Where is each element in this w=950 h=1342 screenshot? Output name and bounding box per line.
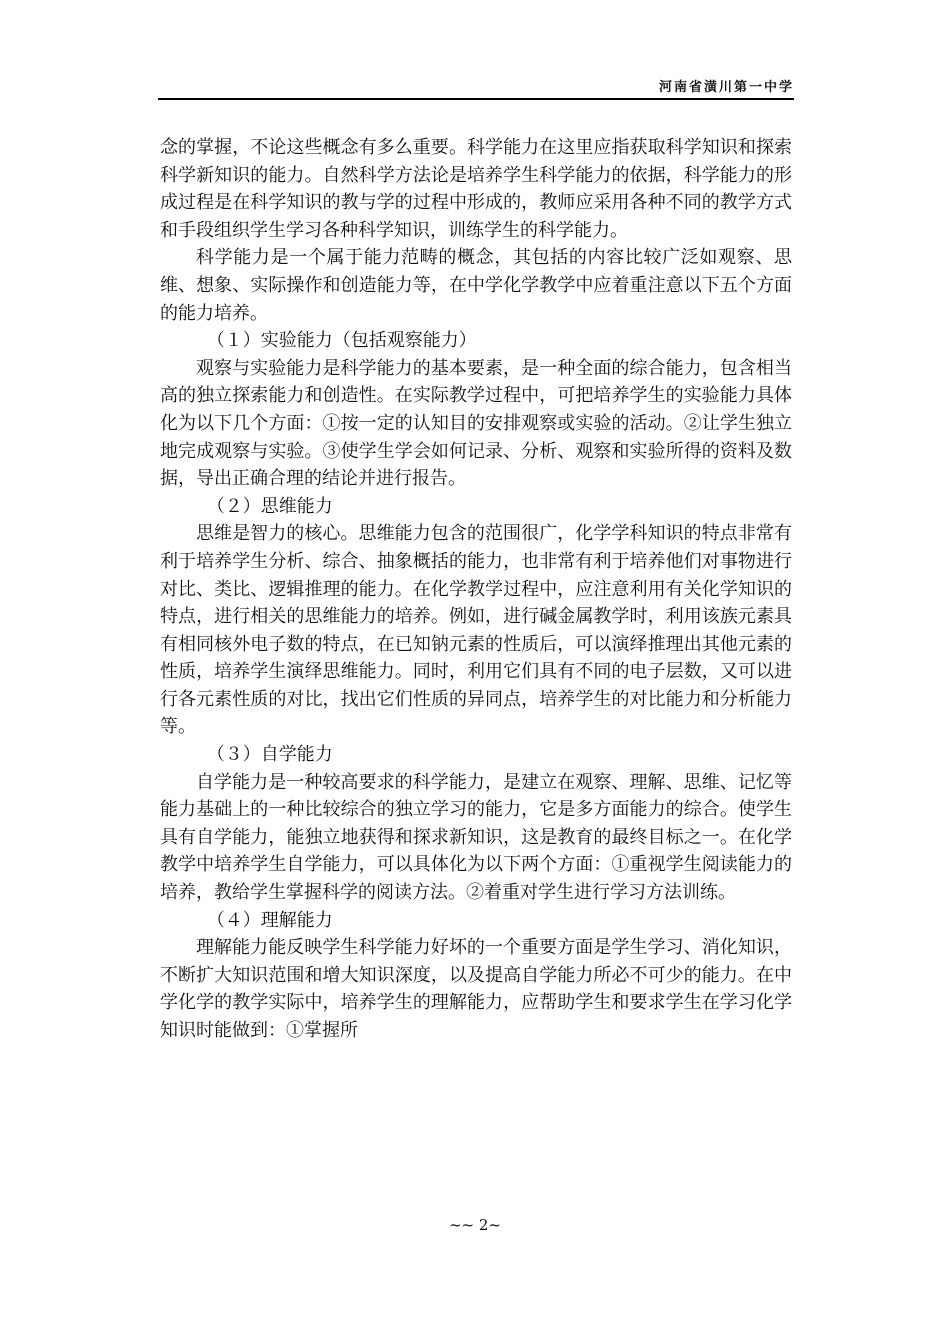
paragraph-thinking: 思维是智力的核心。思维能力包含的范围很广，化学学科知识的特点非常有利于培养学生分析、综合、抽象概括的能力，也非常有利于培养他们对事物进行对比、类比、逻辑推理的能力。在化学教学过程中，应注意利用有关化学知识的特点，进行相关的思维能力的培养。例如，进行碱金属教学时，利用该族元素具有相同核外电子数的特点，在已知钠元素的性质后，可以演绎推理出其他元素的性质，培养学生演绎思维能力。同时，利用它们具有不同的电子层数，又可以进行各元素性质的对比，找出它们性质的异同点，培养学生的对比能力和分析能力等。	[160, 523, 792, 738]
paragraph-experiment: 观察与实验能力是科学能力的基本要素，是一种全面的综合能力，包含相当高的独立探索能力和创造性。在实际教学过程中，可把培养学生的实验能力具体化为以下几个方面：①按一定的认知目的安排观察或实验的活动。②让学生独立地完成观察与实验。③使学生学会如何记录、分析、观察和实验所得的资料及数据，导出正确合理的结论并进行报告。	[160, 357, 792, 490]
page-number: ~~ 2~	[448, 1216, 502, 1234]
header-school-name: 河南省潢川第一中学	[658, 80, 794, 95]
section-heading-thinking: （２）思维能力	[206, 495, 333, 517]
paragraph-understanding: 理解能力能反映学生科学能力好坏的一个重要方面是学生学习、消化知识，不断扩大知识范围和增大知识深度，以及提高自学能力所必不可少的能力。在中学化学的教学实际中，培养学生的理解能力，应帮助学生和要求学生在学习化学知识时能做到：①掌握所	[160, 937, 792, 1041]
paragraph-self-study: 自学能力是一种较高要求的科学能力，是建立在观察、理解、思维、记忆等能力基础上的一种比较综合的独立学习的能力，它是多方面能力的综合。使学生具有自学能力，能独立地获得和探求新知识，这是教育的最终目标之一。在化学教学中培养学生自学能力，可以具体化为以下两个方面：①重视学生阅读能力的培养，教给学生掌握科学的阅读方法。②着重对学生进行学习方法训练。	[160, 771, 792, 904]
paragraph-science-ability: 科学能力是一个属于能力范畴的概念，其包括的内容比较广泛如观察、思维、想象、实际操作和创造能力等，在中学化学教学中应着重注意以下五个方面的能力培养。	[160, 247, 792, 324]
section-heading-self-study: （３）自学能力	[206, 744, 333, 766]
paragraph-continuation: 念的掌握，不论这些概念有多么重要。科学能力在这里应指获取科学知识和探索科学新知识的能力。自然科学方法论是培养学生科学能力的依据，科学能力的形成过程是在科学知识的教与学的过程中形成的，教师应采用各种不同的教学方式和手段组织学生学习各种科学知识，训练学生的科学能力。	[160, 137, 792, 241]
section-heading-understanding: （４）理解能力	[206, 909, 333, 931]
section-heading-experiment: （１）实验能力（包括观察能力）	[206, 330, 477, 352]
page-header	[158, 76, 794, 100]
document-body	[160, 134, 792, 1045]
